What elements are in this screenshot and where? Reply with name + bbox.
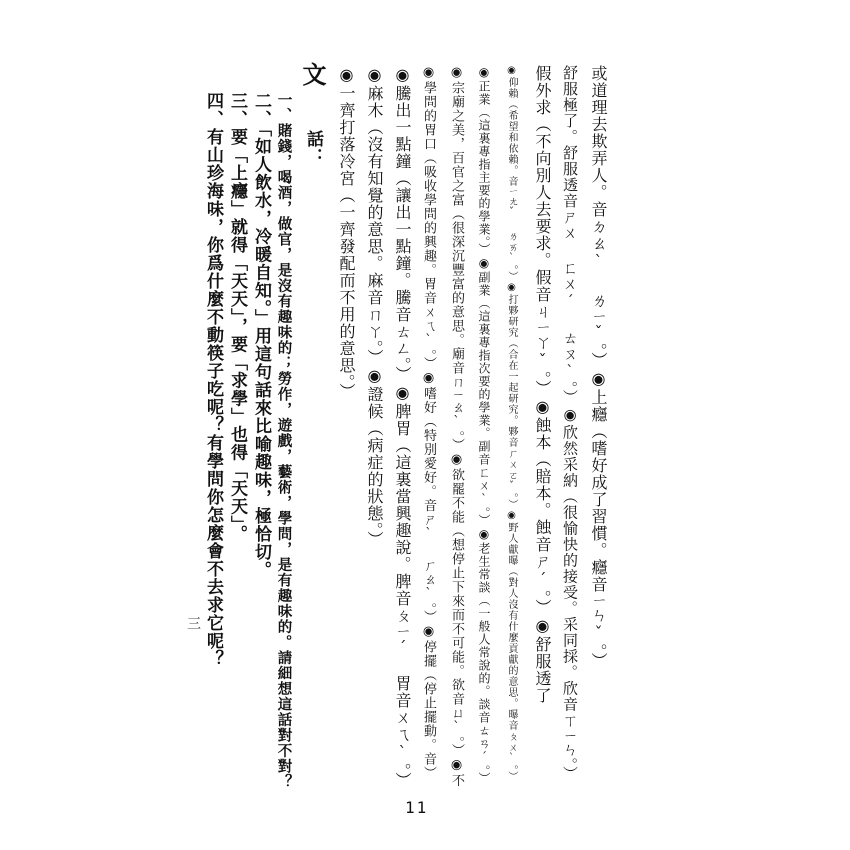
- vocab-column-8: [534, 65, 550, 704]
- question-2: [252, 92, 269, 579]
- vocab-text: ◉騰出一點鐘（讓出一點鐘。騰音ㄊㄥ。）◉脾胃（這裏當興趣說。脾音ㄆㄧˊ 胃音ㄨㄟˋ。）: [393, 65, 412, 789]
- vocab-text: ◉一齊打落冷宮（一齊發配而不用的意思。）: [337, 65, 356, 400]
- vocab-text: ◉正業（這裏專指主要的學業。）◉副業（這裏專指次要的學業。副音ㄈㄨˋ。）◉老生常談（一般人常說的。談音ㄊㄢˊ。）: [477, 65, 491, 785]
- vocab-column-10: [590, 65, 606, 670]
- chapter-mark: [186, 616, 200, 631]
- question-text: 三、要「上癮」就得「天天」，要「求學」也得「天天」。: [227, 92, 247, 543]
- question-4: [204, 92, 221, 668]
- question-1: [276, 92, 291, 790]
- vocab-column-1: [338, 65, 354, 400]
- question-text: 二、「如人飲水，冷暖自知。」用這句話來比喻趣味，極恰切。: [251, 92, 271, 579]
- page-number: 11: [405, 798, 429, 817]
- vocab-text: ◉宗廟之美，百官之富（很深沉豐富的意思。廟音ㄇㄧㄠˋ。）◉欲罷不能（想停止下來而不可能。欲音ㄩˋ。）◉不: [449, 65, 464, 788]
- vocab-column-5: [450, 65, 463, 787]
- vocab-column-7: [506, 65, 516, 782]
- vocab-text: ◉麻木（沒有知覺的意思。麻音ㄇㄚ。）◉證候（病症的狀態。）: [365, 65, 384, 548]
- question-3: [228, 92, 245, 543]
- section-subheading: [304, 130, 321, 166]
- vocab-text: ◉仰賴（希望和依賴。音ㄧㄤˇ ㄌㄞˋ。）◉打夥研究（合在一起研究。夥音ㄏㄨㄛˇ。）◉野人獻曝（對人沒有什麼貢獻的意思。曝音ㄆㄨˋ。）: [506, 65, 517, 782]
- chapter-mark-text: 三: [185, 616, 201, 631]
- section-heading: [298, 62, 327, 86]
- question-text: 一、賭錢，喝酒，做官，是沒有趣味的；勞作，遊戲，藝術，學問，是有趣味的。請細想這話對不對？: [275, 92, 293, 790]
- vocab-column-3: [394, 65, 410, 789]
- vocab-text: 或道理去欺弄人。音ㄉㄠˋ ㄌㄧˇ。）◉上癮（嗜好成了習慣。癮音ㄧㄣˇ。）: [589, 65, 608, 670]
- vocab-text: 假外求（不向別人去要求。假音ㄐㄧㄚˇ。）◉蝕本（賠本。蝕音ㄕˊ。）◉舒服透了: [533, 65, 552, 704]
- subheading-text: 話：: [303, 130, 323, 166]
- vocab-text: ◉學問的胃口（吸收學問的興趣。胃音ㄨㄟˋ。）◉嗜好（特別愛好。音ㄕˋ ㄏㄠˋ。）◉停擺（停止擺動。音）: [421, 65, 436, 780]
- vocab-column-6: [478, 65, 490, 785]
- vocab-text: 舒服極了。舒服透音ㄕㄨ ㄈㄨˊ ㄊㄡˋ。）◉欣然采納（很愉快的接受。采同採。欣音ㄒㄧㄣ。）: [561, 65, 579, 782]
- vocab-column-4: [422, 65, 435, 780]
- heading-text: 文: [298, 62, 327, 86]
- question-text: 四、有山珍海味，你爲什麼不動筷子吃呢？有學問你怎麼會不去求它呢？: [203, 92, 223, 668]
- vocab-column-9: [562, 65, 577, 782]
- vocab-column-2: [366, 65, 382, 548]
